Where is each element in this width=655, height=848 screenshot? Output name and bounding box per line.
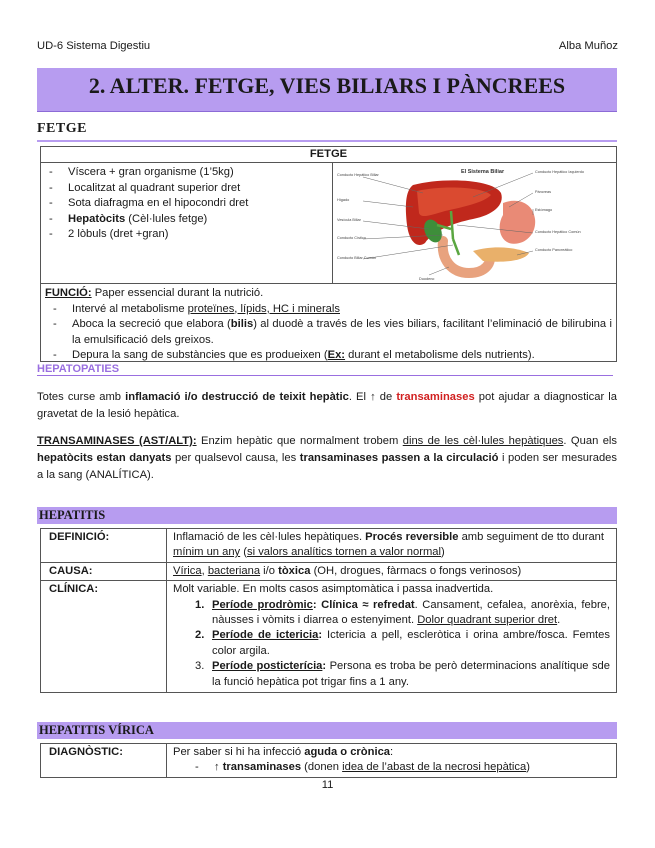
doc-header-right: Alba Muñoz <box>558 40 618 52</box>
list-item: - ↑ transaminases (donen idea de l’abast de la necrosi hepàtica) <box>187 760 610 776</box>
list-item: 1. Període prodròmic: Clínica ≈ refredat. Cansament, cefalea, anorèxia, febre, nàusses i vòmits i diarrea o estenyiment. Dolor quadrant superior dret. <box>195 598 611 627</box>
figure-label: Conducto Hepático Izquierdo <box>535 170 584 174</box>
list-item: - Sota diafragma en el hipocondri dret <box>41 196 332 212</box>
fetge-bullets-cell <box>41 163 333 283</box>
hepatopaties-underline <box>37 375 613 376</box>
clinica-value: Molt variable. En molts casos asimptomàtica i passa inadvertida. 1. Període prodròmic: Clínica ≈ refredat. Cansament, cefalea, anorèxia, febre, nàusses i vòmits i diarrea o estenyiment. Dolor quadrant superior dret. 2. Període de ictericia: Ictericia a pell, escleròtica i orina ambre/fosca. Femtes color argila. 3. Període posticterícia: Persona es troba be però determinacions analítique sde la funció hepàtica pot trigar fins a 1 any. <box>167 581 617 693</box>
causa-label: CAUSA: <box>41 562 167 580</box>
hepatitis-heading-bar <box>37 507 617 524</box>
biliary-system-illustration <box>333 163 616 284</box>
hepatopaties-paragraph-1: Totes curse amb inflamació i/o destrucció de teixit hepàtic. El ↑ de transaminases pot ajudar a diagnosticar la gravetat de la lesió hepàtica. <box>37 391 618 420</box>
list-item: - Localitzat al quadrant superior dret <box>41 181 332 197</box>
figure-title: El Sistema Biliar <box>461 169 505 175</box>
figure-label: Duodeno <box>419 277 435 281</box>
hepatitis-virica-heading: HEPATITIS VÍRICA <box>39 723 154 737</box>
list-item: - Aboca la secreció que elabora (bilis) al duodè a través de les vies biliars, facilitant l’eliminació de bilirubina i la emulsificació dels greixos. <box>45 317 612 348</box>
page-number: 11 <box>321 779 334 791</box>
list-item: 2. Període de ictericia: Ictericia a pell, escleròtica i orina ambre/fosca. Femtes color argila. <box>195 629 610 657</box>
funcio-label: FUNCIÓ: <box>45 287 92 299</box>
section-heading-fetge: FETGE <box>37 121 87 136</box>
table-row <box>41 744 617 778</box>
clinica-label: CLÍNICA: <box>41 581 167 693</box>
doc-header-left: UD-6 Sistema Digestiu <box>37 40 151 52</box>
figure-label: Conducto Hepático Biliar <box>337 173 379 177</box>
page-title-bar <box>37 68 617 112</box>
hepatitis-virica-heading-bar <box>37 722 617 739</box>
page-title: 2. ALTER. FETGE, VIES BILIARS I PÀNCREES <box>88 73 566 98</box>
table-row <box>41 562 617 580</box>
hepatitis-heading: HEPATITIS <box>39 508 106 522</box>
figure-label: Conducto Pancreático <box>535 248 573 252</box>
hepatitis-virica-table <box>40 743 617 778</box>
section-underline <box>37 140 617 142</box>
table-row <box>41 581 617 693</box>
causa-value: Vírica, bacteriana i/o tòxica (OH, drogues, fàrmacs o fongs verinosos) <box>167 562 617 580</box>
list-item: - Hepatòcits (Cèl·lules fetge) <box>41 212 332 228</box>
figure-label: Estómago <box>535 208 553 212</box>
figure-label: Conducto Hepático Común <box>535 230 581 234</box>
fetge-table <box>40 146 617 362</box>
transaminases-paragraph: TRANSAMINASES (AST/ALT): Enzim hepàtic que normalment trobem dins de les cèl·lules hepàtiques. Quan els hepatòcits estan danyats per qualsevol causa, les transaminases passen a la circulació i poden ser mesurades a la sang (ANALÍTICA). <box>37 435 618 481</box>
figure-label: Vesícula Biliar <box>337 218 361 222</box>
list-item: - Víscera + gran organisme (1’5kg) <box>41 165 332 181</box>
list-item: - Intervé al metabolisme proteïnes, lípids, HC i minerals <box>45 302 612 318</box>
list-item: 3. Període posticterícia: Persona es troba be però determinacions analítique sde la funció hepàtica pot trigar fins a 1 any. <box>195 660 610 688</box>
hepatopaties-heading: HEPATOPATIES <box>37 363 120 375</box>
table-row <box>41 529 617 563</box>
funcio-cell: FUNCIÓ: Paper essencial durant la nutrició. - Intervé al metabolisme proteïnes, lípids, HC i minerals - Aboca la secreció que elabora (bilis) al duodè a través de les vies biliars, facilitant l’eliminació de bilirubina i la emulsificació dels greixos. - Depura la sang de substàncies que es produeixen (Ex: durant el metabolisme dels nutrients). <box>41 284 616 364</box>
biliary-system-figure <box>333 163 616 283</box>
diagnostic-value: Per saber si hi ha infecció aguda o crònica: - ↑ transaminases (donen idea de l’abast de la necrosi hepàtica) <box>167 744 617 778</box>
figure-label: Páncreas <box>535 190 552 194</box>
figure-label: Conducto Biliar Común <box>337 256 377 260</box>
list-item: - 2 lòbuls (dret +gran) <box>41 227 332 243</box>
definicio-value: Inflamació de les cèl·lules hepàtiques. Procés reversible amb seguiment de tto durant mínim un any (si valors analítics tornen a valor normal) <box>167 529 617 563</box>
figure-label: Conducto Cístico <box>337 236 366 240</box>
figure-label: Hígado <box>337 198 350 202</box>
hepatitis-table <box>40 528 617 693</box>
definicio-label: DEFINICIÓ: <box>41 529 167 563</box>
list-item: - Depura la sang de substàncies que es produeixen (Ex: durant el metabolisme dels nutrients). <box>45 348 612 364</box>
fetge-table-heading: FETGE <box>41 147 616 163</box>
diagnostic-label: DIAGNÒSTIC: <box>41 744 167 778</box>
